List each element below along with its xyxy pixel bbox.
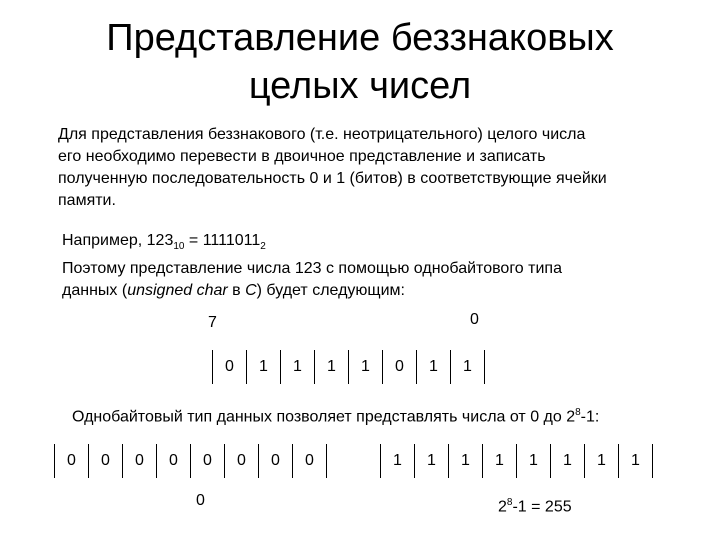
example-text: ) будет следующим: — [256, 282, 405, 300]
max-exponent: 8 — [506, 497, 513, 508]
bit-cell: 1 — [280, 350, 314, 384]
equation-base-2: 2 — [260, 241, 266, 253]
equation-decimal: Например, 123 — [62, 232, 174, 249]
range-exponent: 8 — [575, 407, 581, 418]
bit-cell: 0 — [88, 444, 122, 478]
bit-cell: 0 — [190, 444, 224, 478]
intro-paragraph — [58, 124, 688, 212]
bit-cell: 1 — [348, 350, 382, 384]
intro-line: его необходимо перевести в двоичное представление и записать — [58, 148, 546, 165]
bit-cell: 1 — [618, 444, 653, 478]
bit-cell: 1 — [584, 444, 618, 478]
bit-cell: 0 — [382, 350, 416, 384]
bit-cell: 0 — [258, 444, 292, 478]
example-byte — [212, 350, 485, 384]
language-name: C — [245, 282, 257, 300]
bit-cell: 1 — [414, 444, 448, 478]
bit-cell: 1 — [416, 350, 450, 384]
example-equation — [62, 230, 682, 258]
bit-cell: 1 — [482, 444, 516, 478]
title-line-1: Представление беззнаковых — [106, 17, 614, 59]
intro-line: Для представления беззнакового (т.е. неотрицательного) целого числа — [58, 126, 586, 143]
bit-cell: 1 — [448, 444, 482, 478]
equation-binary: = 1111011 — [184, 232, 261, 249]
title-line-2: целых чисел — [248, 65, 472, 107]
bit-cell: 1 — [550, 444, 584, 478]
example-text: в — [227, 282, 246, 300]
example-line-3 — [62, 280, 682, 302]
bit-cell: 1 — [516, 444, 550, 478]
bit-cell: 0 — [54, 444, 88, 478]
example-line-2: Поэтому представление числа 123 с помощью однобайтового типа — [62, 260, 562, 278]
bit-cell: 1 — [314, 350, 348, 384]
range-sentence — [72, 403, 599, 427]
low-bit-index: 0 — [470, 311, 479, 328]
type-name: unsigned char — [127, 282, 228, 300]
bit-cell: 0 — [122, 444, 156, 478]
min-byte — [54, 444, 327, 478]
max-base: 2 — [498, 498, 507, 516]
bit-cell: 0 — [212, 350, 246, 384]
max-text: -1 = 255 — [512, 498, 572, 516]
page-title — [0, 14, 720, 110]
bit-cell: 1 — [380, 444, 414, 478]
example-paragraph — [62, 230, 682, 302]
bit-cell: 0 — [156, 444, 190, 478]
min-value-label: 0 — [196, 492, 205, 509]
bit-cell: 1 — [246, 350, 280, 384]
intro-line: памяти. — [58, 192, 116, 209]
bit-cell: 0 — [292, 444, 327, 478]
bit-cell: 0 — [224, 444, 258, 478]
range-text: Однобайтовый тип данных позволяет представлять числа от 0 до 2 — [72, 408, 576, 426]
equation-base-10: 10 — [173, 241, 185, 253]
intro-line: полученную последовательность 0 и 1 (битов) в соответствующие ячейки — [58, 170, 607, 187]
bit-cell: 1 — [450, 350, 485, 384]
max-value-label — [498, 494, 572, 516]
max-byte — [380, 444, 653, 478]
high-bit-index: 7 — [208, 314, 217, 331]
example-text: данных ( — [62, 282, 128, 300]
range-text: -1: — [580, 408, 600, 426]
